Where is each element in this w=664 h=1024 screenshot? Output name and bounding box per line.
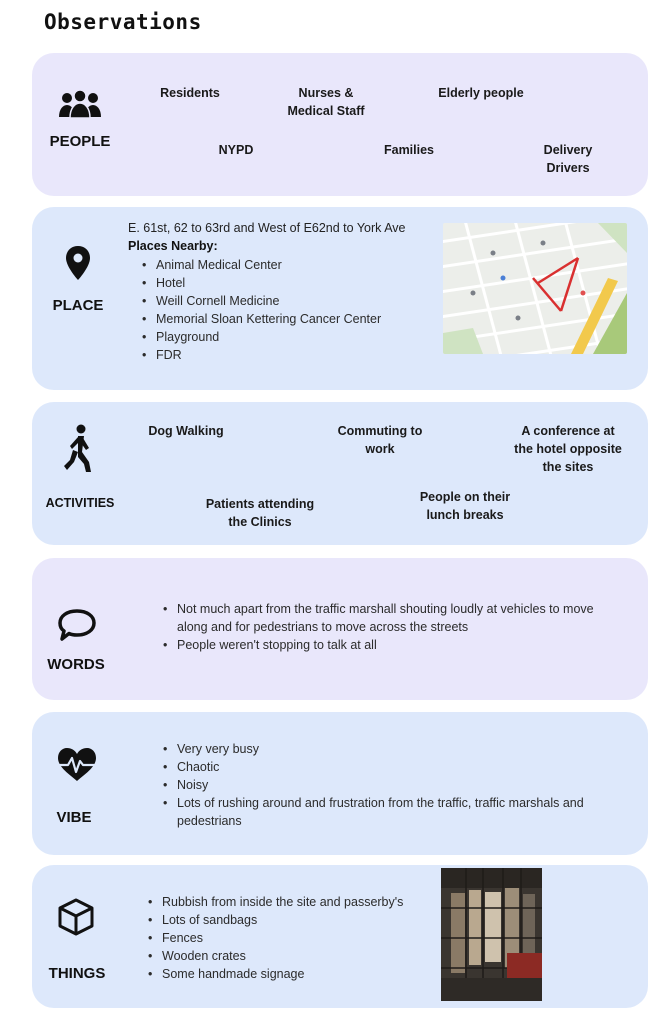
vibe-list (163, 740, 603, 830)
things-category-label: THINGS (48, 965, 106, 982)
list-item: • Noisy (163, 776, 603, 794)
list-item: • Lots of sandbags (148, 911, 448, 929)
site-photo (441, 868, 542, 1001)
walking-person-icon (63, 424, 95, 474)
list-item: • Fences (148, 929, 448, 947)
box-icon (58, 898, 94, 936)
people-label-nurses: Nurses & Medical Staff (287, 86, 365, 118)
words-list (163, 600, 603, 654)
list-item: • Chaotic (163, 758, 603, 776)
place-card (32, 207, 648, 390)
speech-bubble-icon (57, 608, 97, 642)
people-label-residents: Residents (160, 86, 220, 100)
words-card (32, 558, 648, 700)
people-icon (57, 89, 103, 119)
people-label-nypd: NYPD (218, 143, 254, 157)
list-item: • Memorial Sloan Kettering Cancer Center (142, 310, 442, 328)
activity-label-dog-walking: Dog Walking (148, 424, 224, 438)
vibe-category-label: VIBE (56, 809, 92, 826)
places-nearby-list (142, 256, 442, 364)
activities-card (32, 402, 648, 545)
list-item: • Some handmade signage (148, 965, 448, 983)
people-card (32, 53, 648, 196)
list-item: • Lots of rushing around and frustration from the traffic, traffic marshals and pedestrians (163, 794, 603, 830)
activity-label-lunch: People on their lunch breaks (419, 490, 511, 522)
heartbeat-icon (56, 747, 98, 783)
people-label-delivery: Delivery Drivers (543, 143, 593, 175)
list-item: • Not much apart from the traffic marshall shouting loudly at vehicles to move along and for pedestrians to move across the streets (163, 600, 603, 636)
list-item: • FDR (142, 346, 442, 364)
list-item: • Animal Medical Center (142, 256, 442, 274)
list-item: • Playground (142, 328, 442, 346)
list-item: • Very very busy (163, 740, 603, 758)
map-image (443, 223, 627, 354)
things-list (148, 893, 448, 983)
words-category-label: WORDS (47, 656, 105, 673)
people-category-label: PEOPLE (49, 133, 111, 150)
list-item: • Rubbish from inside the site and passerby's (148, 893, 448, 911)
activity-label-patients: Patients attending the Clinics (205, 497, 315, 529)
places-nearby-heading: Places Nearby: (128, 239, 218, 253)
place-category-label: PLACE (52, 297, 104, 314)
location-pin-icon (65, 245, 91, 281)
people-label-elderly: Elderly people (438, 86, 524, 100)
people-label-families: Families (383, 143, 435, 157)
activity-label-conference: A conference at the hotel opposite the sites (514, 424, 622, 474)
place-address: E. 61st, 62 to 63rd and West of E62nd to York Ave (128, 221, 406, 235)
list-item: • People weren't stopping to talk at all (163, 636, 603, 654)
activity-label-commuting: Commuting to work (337, 424, 423, 456)
activities-category-label: ACTIVITIES (45, 496, 115, 510)
list-item: • Weill Cornell Medicine (142, 292, 442, 310)
vibe-card (32, 712, 648, 855)
things-card (32, 865, 648, 1008)
list-item: • Wooden crates (148, 947, 448, 965)
page-title: Observations (44, 10, 202, 34)
list-item: • Hotel (142, 274, 442, 292)
